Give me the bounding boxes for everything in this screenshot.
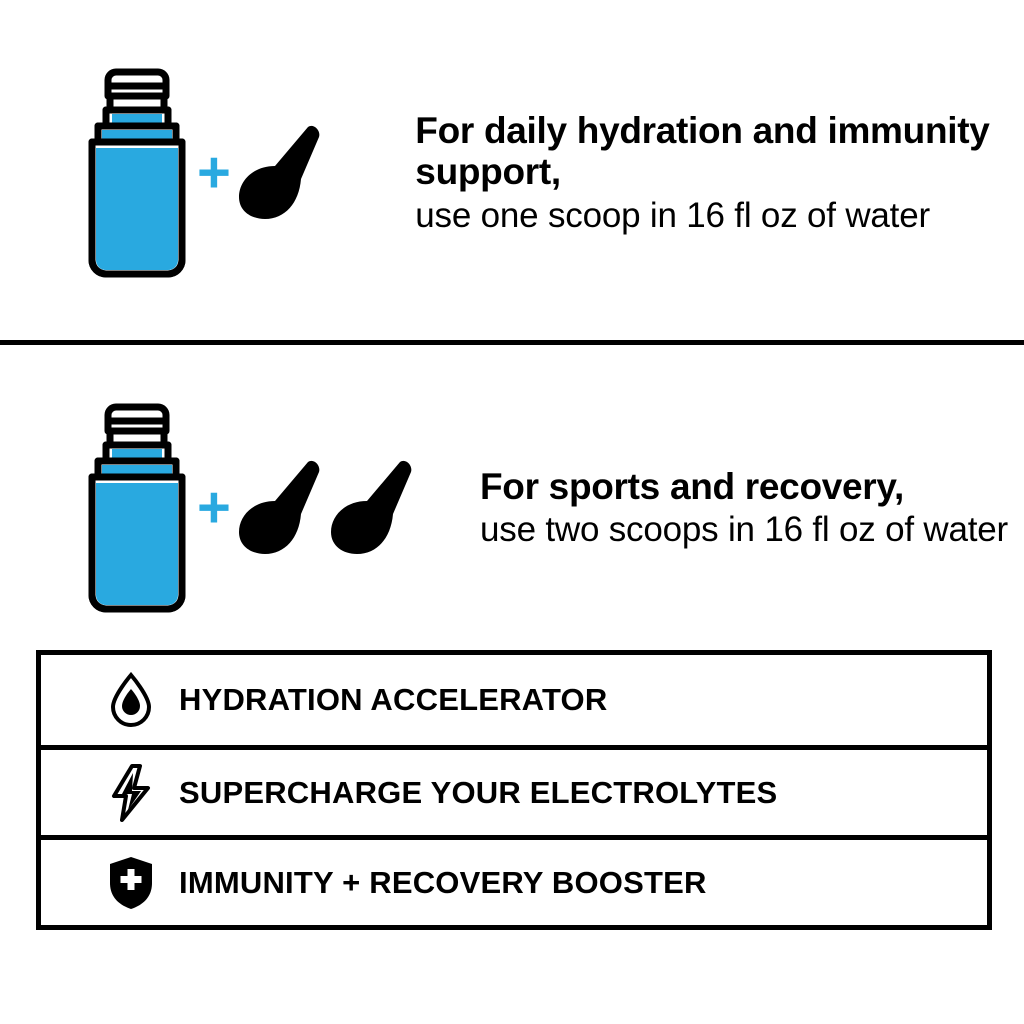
plus-icon-daily: + [197, 140, 231, 205]
benefit-label: IMMUNITY + RECOVERY BOOSTER [179, 864, 707, 900]
scoop-icon [237, 121, 323, 226]
visual-group-sports [0, 391, 470, 626]
shield-plus-icon [101, 855, 161, 911]
text-group-daily [405, 110, 1024, 236]
benefit-row-hydration [41, 655, 987, 745]
subline-daily: use one scoop in 16 fl oz of water [415, 195, 930, 235]
visual-group-daily [0, 56, 405, 291]
text-group-sports [470, 466, 1024, 551]
water-drop-icon [101, 672, 161, 728]
benefits-box [36, 650, 992, 930]
subline-sports: use two scoops in 16 fl oz of water [480, 510, 1008, 550]
instruction-row-sports-recovery [0, 368, 1024, 648]
scoop-group-daily [237, 121, 323, 226]
instruction-row-daily-hydration [0, 28, 1024, 318]
scoop-group-sports [237, 456, 415, 561]
benefit-row-electrolytes [41, 745, 987, 835]
water-bottle-icon [80, 56, 195, 291]
headline-sports: For sports and recovery, [480, 465, 904, 507]
scoop-icon [329, 456, 415, 561]
section-divider [0, 340, 1024, 345]
plus-icon-sports: + [197, 475, 231, 540]
headline-daily: For daily hydration and immunity support, [415, 109, 990, 193]
benefit-label: HYDRATION ACCELERATOR [179, 682, 608, 717]
benefit-label: SUPERCHARGE YOUR ELECTROLYTES [179, 774, 778, 810]
lightning-bolt-icon [101, 764, 161, 822]
water-bottle-icon [80, 391, 195, 626]
benefit-row-immunity [41, 835, 987, 925]
scoop-icon [237, 456, 323, 561]
